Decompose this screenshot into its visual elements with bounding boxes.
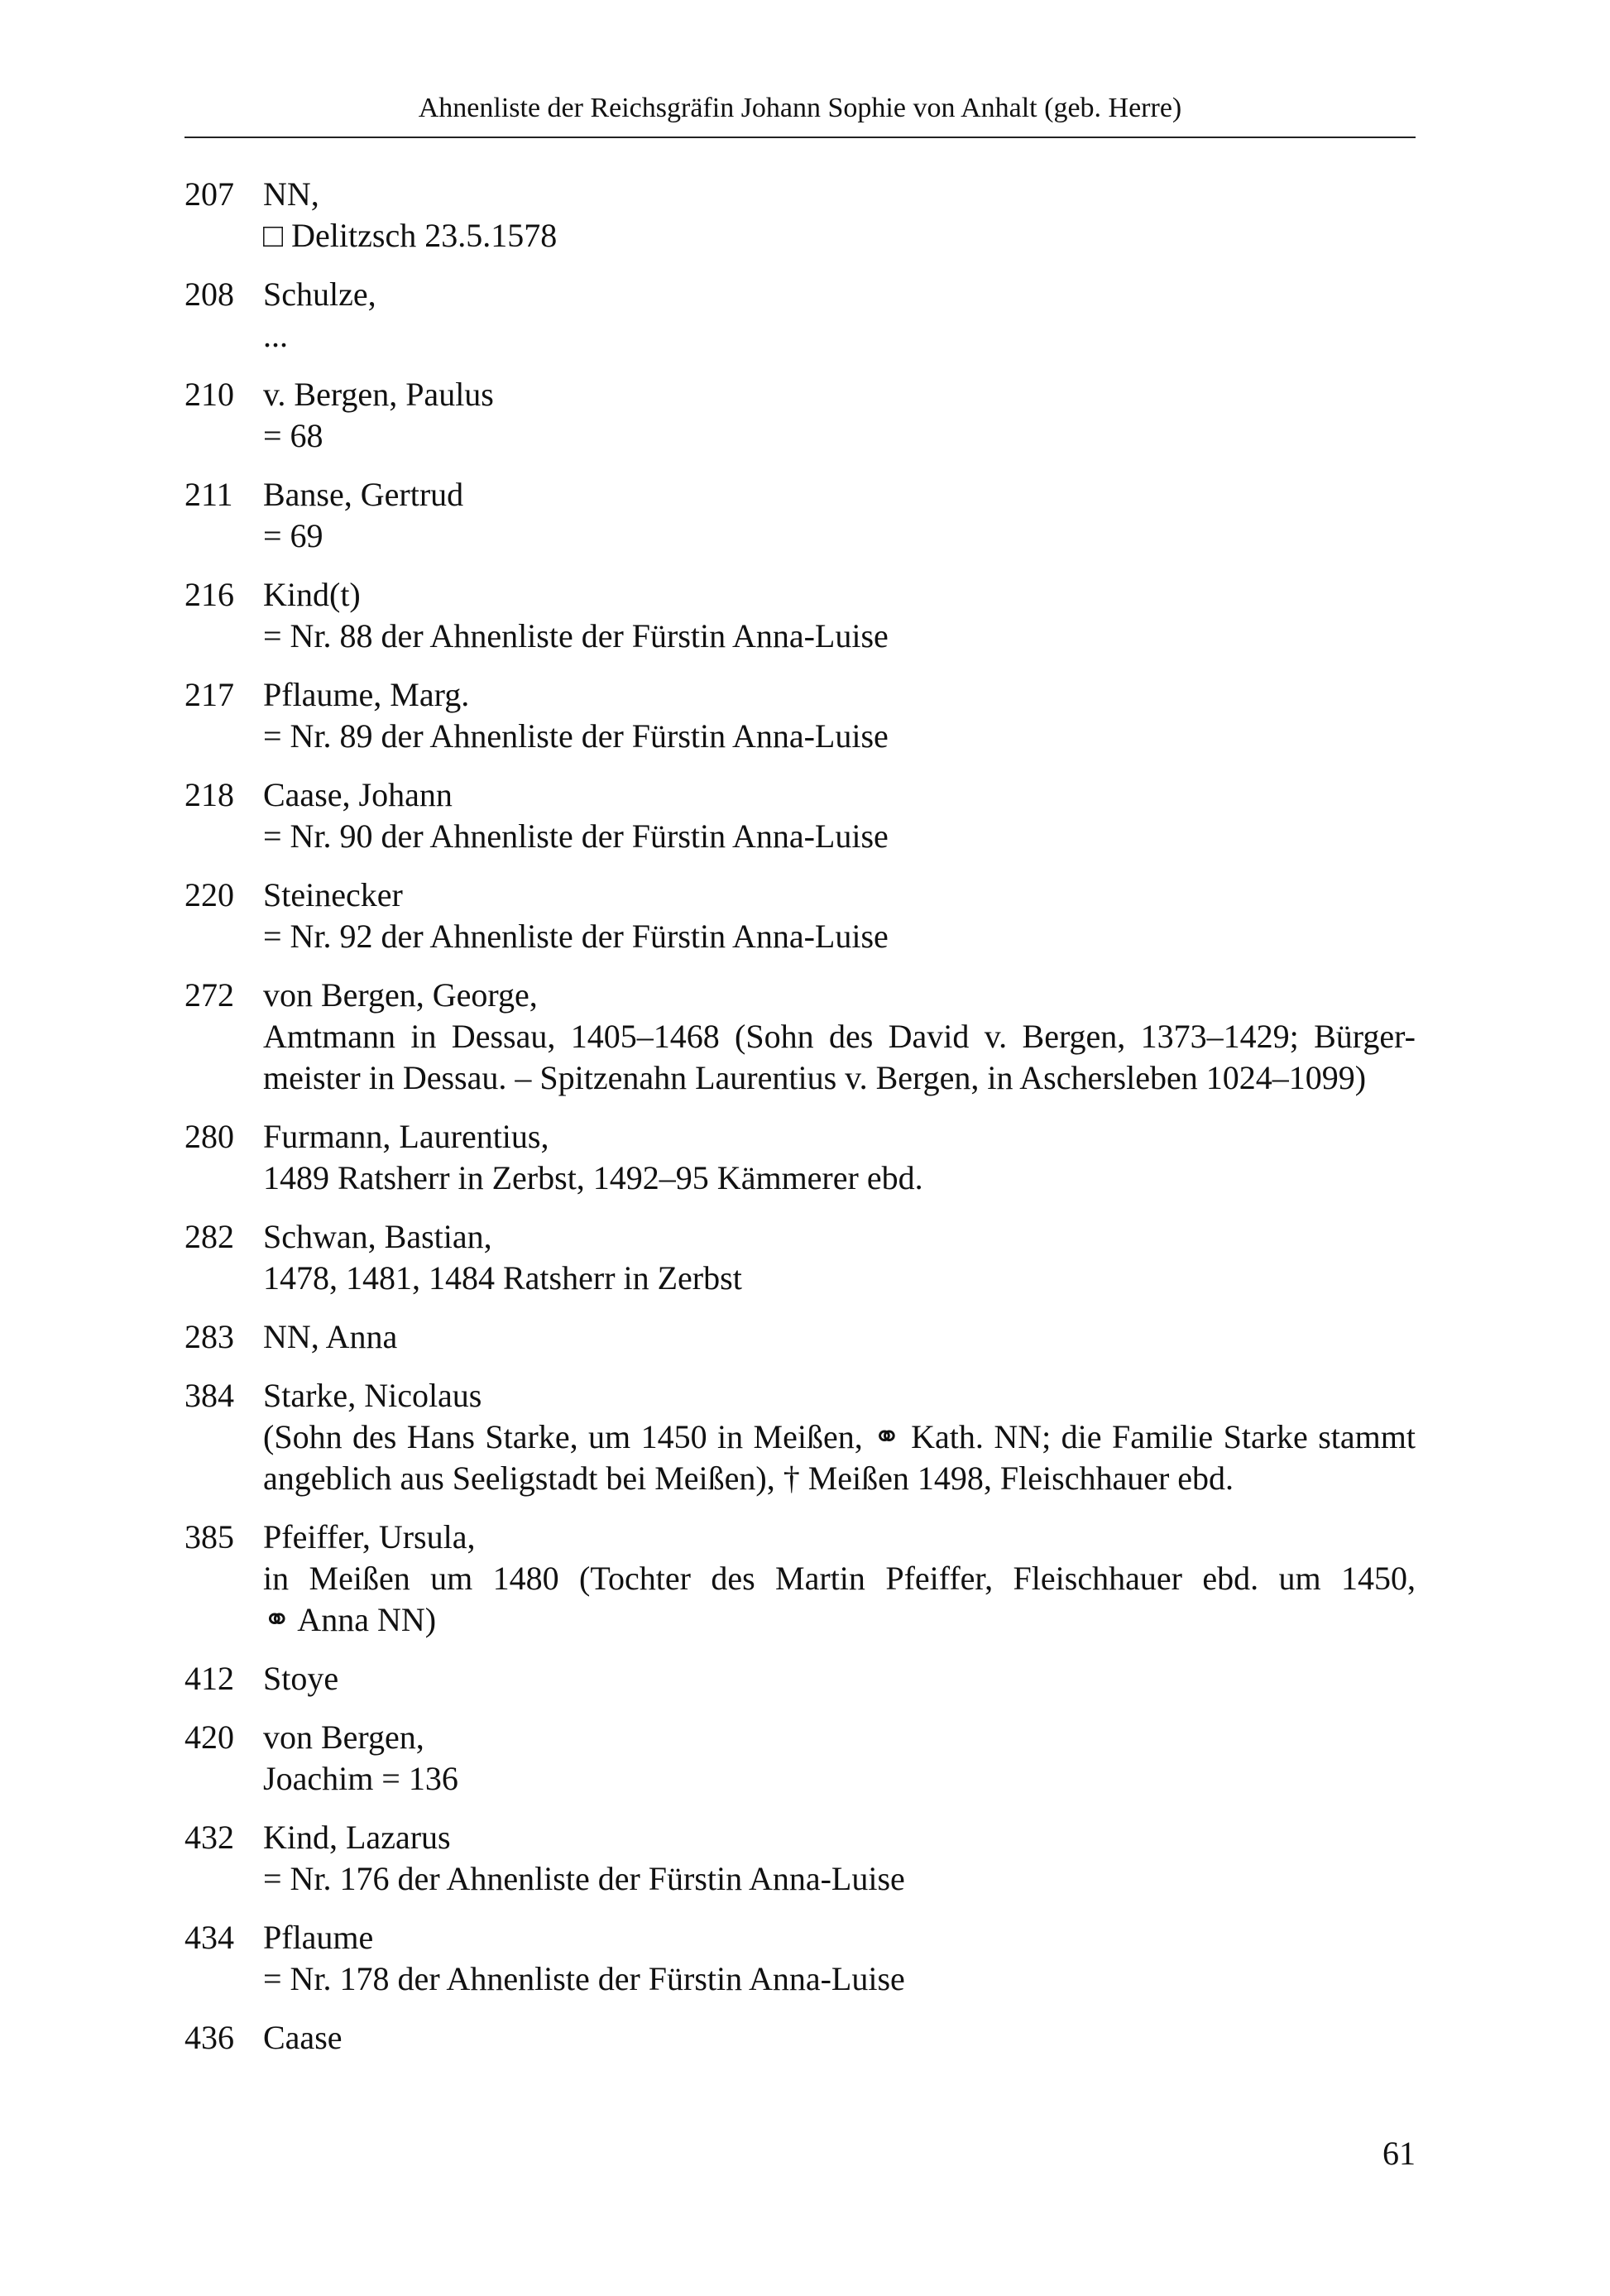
entry-220 xyxy=(184,875,1416,957)
entry-420 xyxy=(184,1717,1416,1800)
entry-name: Schulze, xyxy=(263,276,376,313)
entry-name: Caase xyxy=(263,2019,343,2056)
entry-216 xyxy=(184,574,1416,657)
entry-detail: = Nr. 92 der Ahnenliste der Fürstin Anna-Luise xyxy=(263,918,889,955)
entry-name: Pfeiffer, Ursula, xyxy=(263,1518,476,1555)
entry-name: von Bergen, George, xyxy=(263,976,538,1014)
entry-detail: angeblich aus Seeligstadt bei Meißen), † Meißen 1498, Fleischhauer ebd. xyxy=(263,1460,1234,1497)
entry-name: Kind(t) xyxy=(263,576,361,613)
entry-number: 283 xyxy=(184,1318,234,1355)
entry-272 xyxy=(184,975,1416,1099)
entry-283 xyxy=(184,1316,1416,1358)
entry-detail: = Nr. 90 der Ahnenliste der Fürstin Anna-Luise xyxy=(263,817,889,855)
entry-207 xyxy=(184,174,1416,256)
entry-name: Schwan, Bastian, xyxy=(263,1218,492,1255)
entry-name: v. Bergen, Paulus xyxy=(263,376,494,413)
entry-name: Starke, Nicolaus xyxy=(263,1377,482,1414)
entry-385 xyxy=(184,1517,1416,1641)
entry-name: Pflaume, Marg. xyxy=(263,676,470,713)
entry-384 xyxy=(184,1375,1416,1499)
entry-434 xyxy=(184,1917,1416,2000)
entry-detail: ... xyxy=(263,317,288,354)
entry-208 xyxy=(184,274,1416,357)
entry-detail: (Sohn des Hans Starke, um 1450 in Meißen, ⚭ Kath. NN; die Familie Starke stammt xyxy=(263,1418,1416,1455)
entry-detail: = Nr. 88 der Ahnenliste der Fürstin Anna-Luise xyxy=(263,617,889,654)
running-header: Ahnenliste der Reichsgräfin Johann Sophie von Anhalt (geb. Herre) xyxy=(418,93,1182,123)
entry-name: NN, Anna xyxy=(263,1318,398,1355)
entry-number: 384 xyxy=(184,1377,234,1414)
entry-detail: meister in Dessau. – Spitzenahn Laurentius v. Bergen, in Aschersleben 1024–1099) xyxy=(263,1059,1367,1096)
entry-detail: □ Delitzsch 23.5.1578 xyxy=(263,217,558,254)
entry-detail: Amtmann in Dessau, 1405–1468 (Sohn des David v. Bergen, 1373–1429; Bürger- xyxy=(263,1018,1416,1055)
entry-number: 216 xyxy=(184,576,234,613)
entry-280 xyxy=(184,1116,1416,1199)
entry-number: 282 xyxy=(184,1218,234,1255)
entry-number: 208 xyxy=(184,276,234,313)
entry-detail: 1489 Ratsherr in Zerbst, 1492–95 Kämmerer ebd. xyxy=(263,1159,923,1196)
entry-name: Pflaume xyxy=(263,1919,374,1956)
entry-detail: in Meißen um 1480 (Tochter des Martin Pfeiffer, Fleischhauer ebd. um 1450, xyxy=(263,1560,1416,1597)
entry-282 xyxy=(184,1216,1416,1299)
entry-number: 211 xyxy=(184,476,233,513)
entry-detail: = 68 xyxy=(263,417,323,454)
entry-name: Kind, Lazarus xyxy=(263,1819,451,1856)
entry-name: Caase, Johann xyxy=(263,776,453,813)
header-rule xyxy=(184,137,1416,138)
entry-detail: = Nr. 178 der Ahnenliste der Fürstin Anna-Luise xyxy=(263,1960,905,1997)
entry-number: 218 xyxy=(184,776,234,813)
entry-detail: ⚭ Anna NN) xyxy=(263,1601,437,1638)
entry-211 xyxy=(184,474,1416,557)
entry-number: 420 xyxy=(184,1718,234,1756)
entry-detail: = Nr. 176 der Ahnenliste der Fürstin Anna-Luise xyxy=(263,1860,905,1897)
entry-number: 272 xyxy=(184,976,234,1014)
entry-name: Banse, Gertrud xyxy=(263,476,464,513)
entry-detail: 1478, 1481, 1484 Ratsherr in Zerbst xyxy=(263,1259,742,1297)
entry-218 xyxy=(184,774,1416,857)
entry-name: Furmann, Laurentius, xyxy=(263,1118,549,1155)
entry-number: 436 xyxy=(184,2019,234,2056)
entry-number: 220 xyxy=(184,876,234,913)
entry-217 xyxy=(184,674,1416,757)
entry-name: Steinecker xyxy=(263,876,403,913)
entry-detail: Joachim = 136 xyxy=(263,1760,458,1797)
entry-number: 385 xyxy=(184,1518,234,1555)
entry-436 xyxy=(184,2017,1416,2059)
entry-412 xyxy=(184,1658,1416,1699)
entry-name: Stoye xyxy=(263,1660,339,1697)
entry-number: 412 xyxy=(184,1660,234,1697)
entry-432 xyxy=(184,1817,1416,1900)
entry-number: 432 xyxy=(184,1819,234,1856)
entry-name: NN, xyxy=(263,175,319,213)
entry-number: 210 xyxy=(184,376,234,413)
entry-detail: = Nr. 89 der Ahnenliste der Fürstin Anna-Luise xyxy=(263,717,889,755)
entry-210 xyxy=(184,374,1416,457)
entry-number: 280 xyxy=(184,1118,234,1155)
page-number: 61 xyxy=(1382,2135,1416,2172)
ancestor-list xyxy=(184,174,1416,2076)
entry-number: 207 xyxy=(184,175,234,213)
entry-number: 434 xyxy=(184,1919,234,1956)
entry-detail: = 69 xyxy=(263,517,323,554)
entry-name: von Bergen, xyxy=(263,1718,424,1756)
entry-number: 217 xyxy=(184,676,234,713)
